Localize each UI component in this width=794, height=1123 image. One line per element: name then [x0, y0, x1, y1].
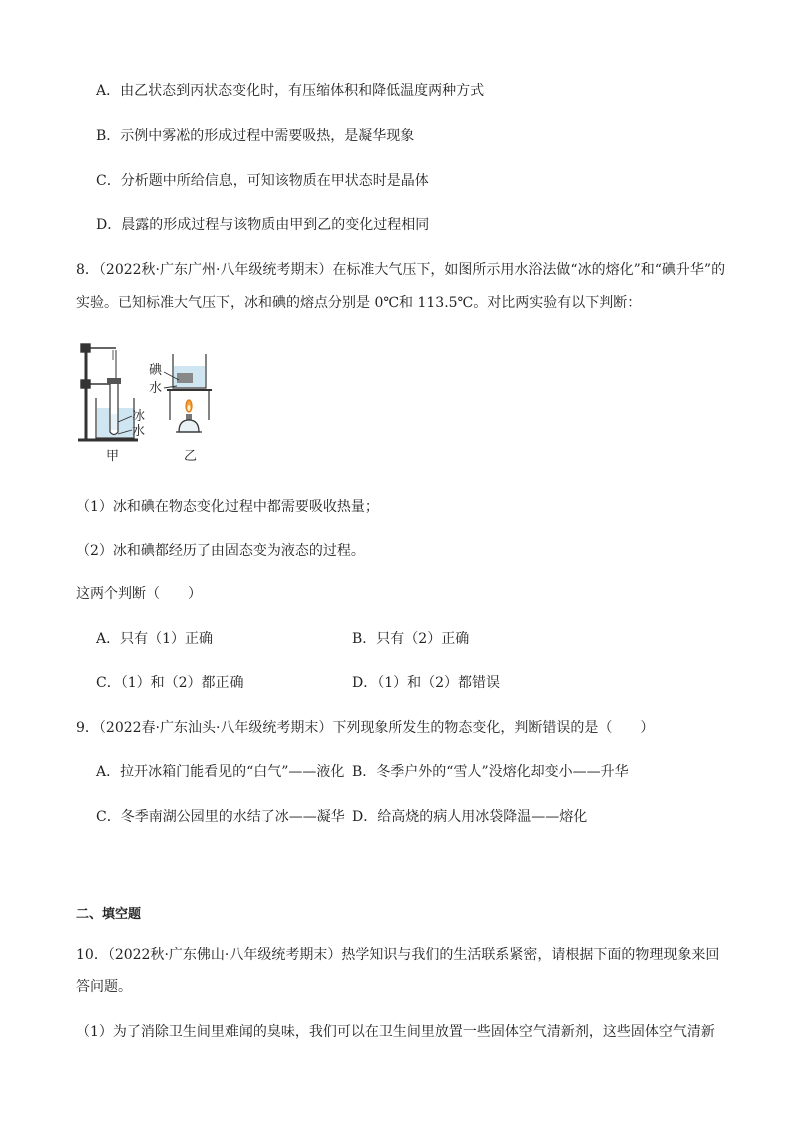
q8-judgment-2: （2）冰和碘都经历了由固态变为液态的过程。: [76, 543, 365, 559]
q8-judgment-1: （1）冰和碘在物态变化过程中都需要吸收热量；: [76, 499, 379, 515]
q9-option-a: A．拉开冰箱门能看见的“白气”——液化: [96, 764, 345, 780]
q10-sub1: （1）为了消除卫生间里难闻的臭味，我们可以在卫生间里放置一些固体空气清新剂，这些固体空气清新: [76, 1024, 715, 1040]
q7-option-d: D．晨露的形成过程与该物质由甲到乙的变化过程相同: [96, 217, 430, 233]
burner-apparatus: [164, 354, 212, 432]
q8-stem-line2: 实验。已知标准大气压下，冰和碘的熔点分别是 0℃和 113.5℃。对比两实验有以下判断：: [76, 295, 642, 311]
stand-apparatus: [78, 344, 138, 440]
label-water-left: 水: [132, 424, 146, 439]
q7-option-c: C．分析题中所给信息，可知该物质在甲状态时是晶体: [96, 173, 429, 189]
q7-option-a: A．由乙状态到丙状态变化时，有压缩体积和降低温度两种方式: [96, 83, 485, 99]
label-left: 甲: [106, 449, 120, 464]
label-water-right: 水: [149, 381, 163, 396]
q8-prompt: 这两个判断（ ）: [76, 586, 202, 602]
q10-stem-line1: 10．（2022秋·广东佛山·八年级统考期末）热学知识与我们的生活联系紧密，请根据下面的物理现象来回: [76, 947, 720, 963]
section-title: 二、填空题: [76, 907, 142, 922]
q7-option-b: B．示例中雾凇的形成过程中需要吸热，是凝华现象: [96, 128, 415, 144]
q8-option-b: B．只有（2）正确: [352, 631, 470, 647]
experiment-figure: [76, 340, 226, 465]
q8-option-c: C．（1）和（2）都正确: [96, 675, 244, 691]
q8-option-d: D．（1）和（2）都错误: [352, 675, 501, 691]
label-iodine: 碘: [149, 363, 163, 378]
q8-stem-line1: 8．（2022秋·广东广州·八年级统考期末）在标准大气压下，如图所示用水浴法做“冰的熔化”和“碘升华”的: [76, 262, 726, 278]
q9-option-c: C．冬季南湖公园里的水结了冰——凝华: [96, 809, 345, 825]
q9-stem: 9．（2022春·广东汕头·八年级统考期末）下列现象所发生的物态变化，判断错误的是（ ）: [76, 720, 655, 736]
q8-option-a: A．只有（1）正确: [96, 631, 214, 647]
label-right: 乙: [184, 449, 198, 464]
q9-option-d: D．给高烧的病人用冰袋降温——熔化: [352, 809, 588, 825]
label-ice: 冰: [132, 409, 146, 424]
q10-stem-line2: 答问题。: [76, 979, 132, 995]
q9-option-b: B．冬季户外的“雪人”没熔化却变小——升华: [352, 764, 629, 780]
